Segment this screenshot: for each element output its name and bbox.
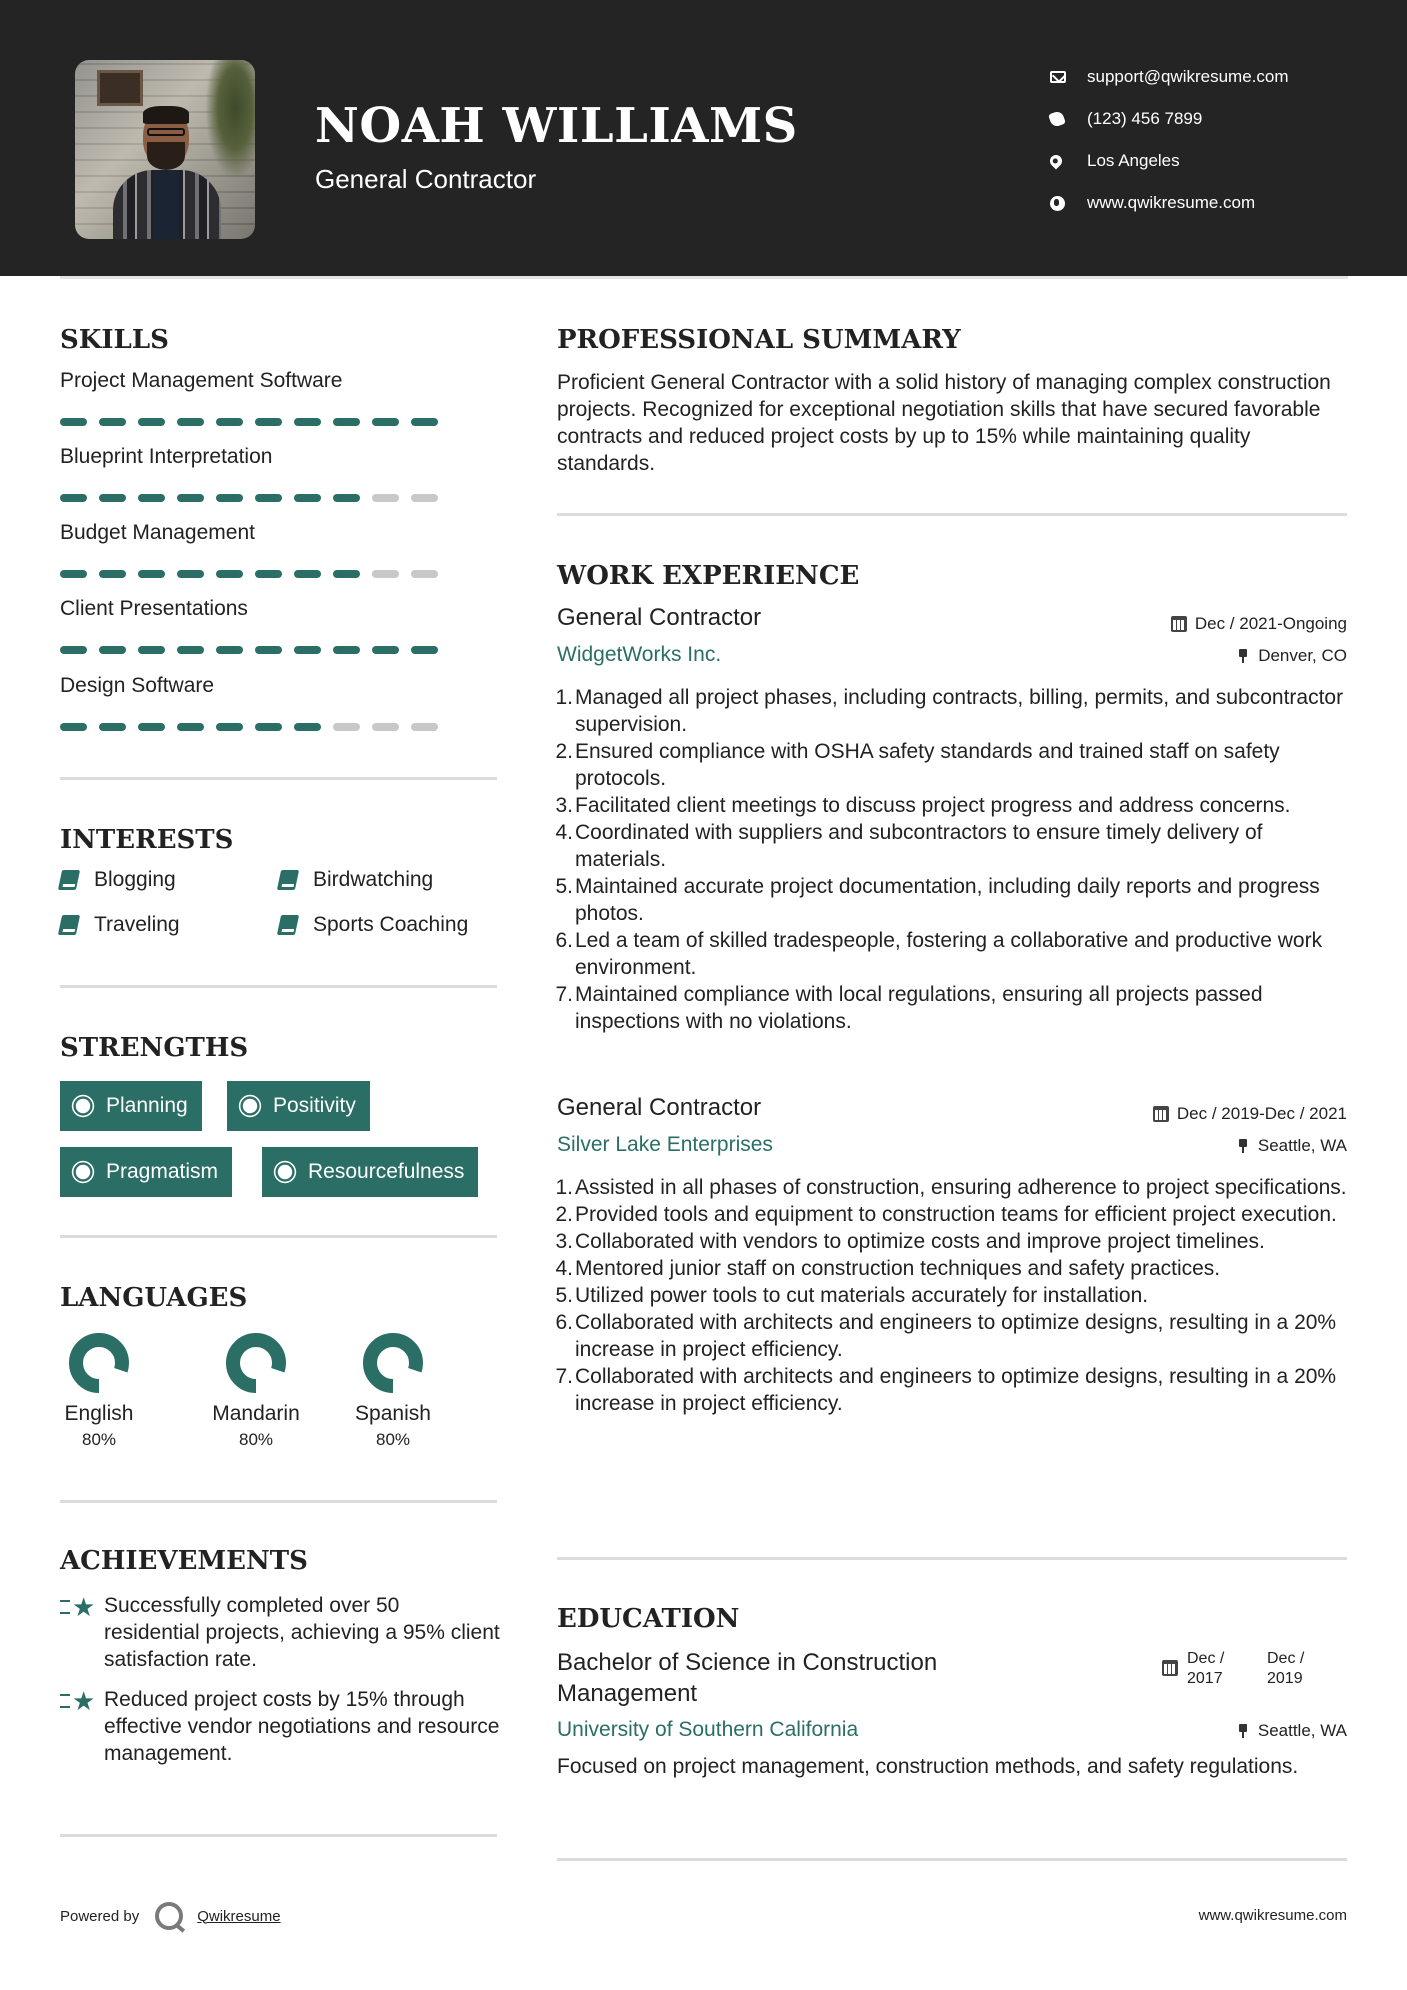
skill-segment — [333, 646, 360, 654]
job-date: Dec / 2021-Ongoing — [1171, 614, 1347, 634]
skill-segment — [216, 723, 243, 731]
skill-segment — [372, 723, 399, 731]
skill-segment — [99, 723, 126, 731]
resume-header — [0, 0, 1407, 276]
contact-email[interactable]: support@qwikresume.com — [1050, 56, 1380, 98]
company-name: Silver Lake Enterprises — [557, 1133, 773, 1156]
achievements-title: ACHIEVEMENTS — [60, 1546, 308, 1576]
job-location: Seattle, WA — [1238, 1136, 1347, 1156]
skill-segment — [333, 494, 360, 502]
skill-segment — [294, 646, 321, 654]
skill-level-bar — [60, 418, 438, 426]
strength-chip: Resourcefulness — [262, 1147, 478, 1197]
skill-segment — [255, 570, 282, 578]
skill-segment — [372, 570, 399, 578]
skill-segment — [411, 570, 438, 578]
gear-icon — [76, 1165, 90, 1179]
book-icon — [58, 870, 80, 890]
responsibility-item: 2. Ensured compliance with OSHA safety standards and trained staff on safety protocols. — [555, 740, 1280, 790]
contact-website[interactable]: www.qwikresume.com — [1050, 182, 1380, 224]
language-progress-ring — [66, 1330, 132, 1396]
summary-title: PROFESSIONAL SUMMARY — [557, 325, 961, 355]
skill-segment — [372, 646, 399, 654]
summary-text: Proficient General Contractor with a solid history of managing complex construction projects. Recognized for exceptional negotiation skills that have secured favorable contracts and reduced project costs by up to 15% while maintaining quality standards. — [557, 371, 1331, 475]
skill-segment — [177, 418, 204, 426]
achievement-item: ★ Reduced project costs by 15% through effective vendor negotiations and resource management. — [60, 1686, 500, 1767]
skill-segment — [411, 646, 438, 654]
job-title: General Contractor — [557, 1094, 762, 1121]
skill-segment — [411, 418, 438, 426]
skill-segment — [99, 418, 126, 426]
skill-level-bar — [60, 494, 438, 502]
phone-icon — [1048, 110, 1066, 128]
responsibility-item: 4. Mentored junior staff on construction techniques and safety practices. — [555, 1257, 1221, 1280]
skill-segment — [294, 494, 321, 502]
responsibility-item: 6. Collaborated with architects and engineers to optimize designs, resulting in a 20% increase in project efficiency. — [555, 1311, 1337, 1361]
skill-segment — [255, 418, 282, 426]
skill-segment — [411, 494, 438, 502]
pushpin-icon — [1238, 1139, 1248, 1153]
skill-segment — [372, 494, 399, 502]
interest-item: Blogging — [60, 868, 176, 892]
strength-chip: Planning — [60, 1081, 202, 1131]
job-responsibilities — [557, 684, 1347, 1035]
globe-icon — [1050, 196, 1065, 211]
strength-chip: Pragmatism — [60, 1147, 232, 1197]
mail-icon — [1050, 71, 1066, 83]
pushpin-icon — [1238, 649, 1248, 663]
section-divider — [557, 1858, 1347, 1861]
skill-segment — [216, 494, 243, 502]
skill-segment — [60, 723, 87, 731]
education-location: Seattle, WA — [1238, 1721, 1347, 1741]
experience-title: WORK EXPERIENCE — [557, 561, 860, 591]
candidate-role: General Contractor — [315, 164, 537, 194]
languages-title: LANGUAGES — [60, 1283, 248, 1313]
job-location: Denver, CO — [1238, 646, 1347, 666]
skill-segment — [138, 418, 165, 426]
education-date-start-text: Dec / 2017 — [1187, 1650, 1225, 1687]
calendar-icon — [1171, 616, 1187, 632]
responsibility-item: 5. Maintained accurate project documentation, including daily reports and progress photos. — [555, 875, 1320, 925]
interest-item: Birdwatching — [279, 868, 433, 892]
education-description: Focused on project management, construction methods, and safety regulations. — [557, 1755, 1299, 1778]
job-responsibilities — [557, 1174, 1347, 1417]
company-name: WidgetWorks Inc. — [557, 643, 722, 666]
degree-title: Bachelor of Science in Construction Management — [557, 1649, 938, 1707]
responsibility-item: 3. Collaborated with vendors to optimize costs and improve project timelines. — [555, 1230, 1265, 1253]
skill-segment — [60, 646, 87, 654]
profile-photo — [75, 60, 255, 239]
language-progress-arc — [233, 1340, 279, 1386]
language-progress-arc — [370, 1340, 416, 1386]
interest-item: Sports Coaching — [279, 913, 468, 937]
section-divider — [557, 513, 1347, 516]
responsibility-item: 1. Managed all project phases, including contracts, billing, permits, and subcontractor supervision. — [555, 686, 1344, 736]
book-icon — [277, 915, 299, 935]
skill-segment — [255, 723, 282, 731]
skill-segment — [99, 494, 126, 502]
star-icon: ★ — [60, 1686, 104, 1716]
skill-segment — [99, 646, 126, 654]
gear-icon — [278, 1165, 292, 1179]
candidate-name: NOAH WILLIAMS — [315, 98, 798, 154]
skill-segment — [138, 494, 165, 502]
skill-name: Project Management Software — [60, 369, 343, 392]
section-divider — [60, 1235, 497, 1238]
skill-level-bar — [60, 723, 438, 731]
skill-segment — [177, 646, 204, 654]
contact-list — [1050, 56, 1380, 224]
book-icon — [277, 870, 299, 890]
skill-segment — [372, 418, 399, 426]
education-date-start — [1162, 1660, 1186, 1676]
footer-site-link[interactable]: www.qwikresume.com — [1198, 1907, 1347, 1924]
interests-title: INTERESTS — [60, 825, 234, 855]
responsibility-item: 5. Utilized power tools to cut materials accurately for installation. — [555, 1284, 1149, 1307]
book-icon — [58, 915, 80, 935]
contact-phone[interactable]: (123) 456 7899 — [1050, 98, 1380, 140]
section-divider — [60, 1834, 497, 1837]
gear-icon — [243, 1099, 257, 1113]
section-divider — [60, 777, 497, 780]
calendar-icon — [1153, 1106, 1169, 1122]
responsibility-item: 3. Facilitated client meetings to discuss project progress and address concerns. — [555, 794, 1291, 817]
language-item: Spanish 80% — [333, 1330, 453, 1450]
responsibility-item: 4. Coordinated with suppliers and subcontractors to ensure timely delivery of materials. — [555, 821, 1263, 871]
skill-segment — [294, 418, 321, 426]
skill-segment — [138, 646, 165, 654]
strength-chip: Positivity — [227, 1081, 370, 1131]
section-divider — [60, 985, 497, 988]
responsibility-item: 2. Provided tools and equipment to construction teams for efficient project execution. — [555, 1203, 1337, 1226]
qwikresume-logo-icon — [155, 1902, 183, 1930]
skill-segment — [294, 723, 321, 731]
skill-name: Design Software — [60, 674, 215, 697]
job-title: General Contractor — [557, 604, 762, 631]
skill-segment — [333, 418, 360, 426]
skill-segment — [333, 570, 360, 578]
skill-segment — [294, 570, 321, 578]
skill-name: Client Presentations — [60, 597, 248, 620]
responsibility-item: 1. Assisted in all phases of construction, ensuring adherence to project specifications. — [555, 1176, 1347, 1199]
interest-item: Traveling — [60, 913, 180, 937]
header-divider — [60, 276, 1348, 279]
language-progress-ring — [360, 1330, 426, 1396]
pushpin-icon — [1238, 1724, 1248, 1738]
skill-segment — [99, 570, 126, 578]
skill-segment — [60, 418, 87, 426]
section-divider — [557, 1557, 1347, 1560]
strengths-title: STRENGTHS — [60, 1033, 249, 1063]
language-progress-arc — [76, 1340, 122, 1386]
section-divider — [60, 1500, 497, 1503]
footer-brand-link[interactable]: Qwikresume — [197, 1907, 281, 1925]
location-pin-icon — [1048, 153, 1065, 170]
language-item: English 80% — [39, 1330, 159, 1450]
skill-segment — [333, 723, 360, 731]
education-date-end-text: Dec / 2019 — [1267, 1650, 1305, 1687]
skill-segment — [411, 723, 438, 731]
skill-segment — [216, 570, 243, 578]
achievement-item: ★ Successfully completed over 50 residential projects, achieving a 95% client satisfaction rate. — [60, 1592, 500, 1673]
skill-segment — [255, 646, 282, 654]
language-item: Mandarin 80% — [196, 1330, 316, 1450]
school-name: University of Southern California — [557, 1718, 859, 1741]
skill-segment — [138, 570, 165, 578]
skill-segment — [60, 570, 87, 578]
skills-title: SKILLS — [60, 325, 169, 355]
skill-segment — [216, 646, 243, 654]
skill-level-bar — [60, 646, 438, 654]
skill-level-bar — [60, 570, 438, 578]
skill-segment — [60, 494, 87, 502]
footer-powered-by: Powered by Qwikresume — [60, 1902, 281, 1930]
skill-segment — [138, 723, 165, 731]
contact-location: Los Angeles — [1050, 140, 1380, 182]
skill-segment — [177, 494, 204, 502]
calendar-icon — [1162, 1660, 1178, 1676]
skill-segment — [255, 494, 282, 502]
skill-name: Blueprint Interpretation — [60, 445, 273, 468]
skill-segment — [216, 418, 243, 426]
skill-name: Budget Management — [60, 521, 255, 544]
skill-segment — [177, 723, 204, 731]
education-title: EDUCATION — [557, 1604, 740, 1634]
gear-icon — [76, 1099, 90, 1113]
responsibility-item: 7. Maintained compliance with local regulations, ensuring all projects passed inspections with no violations. — [555, 983, 1263, 1033]
responsibility-item: 6. Led a team of skilled tradespeople, fostering a collaborative and productive work environment. — [555, 929, 1323, 979]
language-progress-ring — [223, 1330, 289, 1396]
star-icon: ★ — [60, 1592, 104, 1622]
responsibility-item: 7. Collaborated with architects and engineers to optimize designs, resulting in a 20% increase in project efficiency. — [555, 1365, 1337, 1415]
job-date: Dec / 2019-Dec / 2021 — [1153, 1104, 1347, 1124]
skill-segment — [177, 570, 204, 578]
